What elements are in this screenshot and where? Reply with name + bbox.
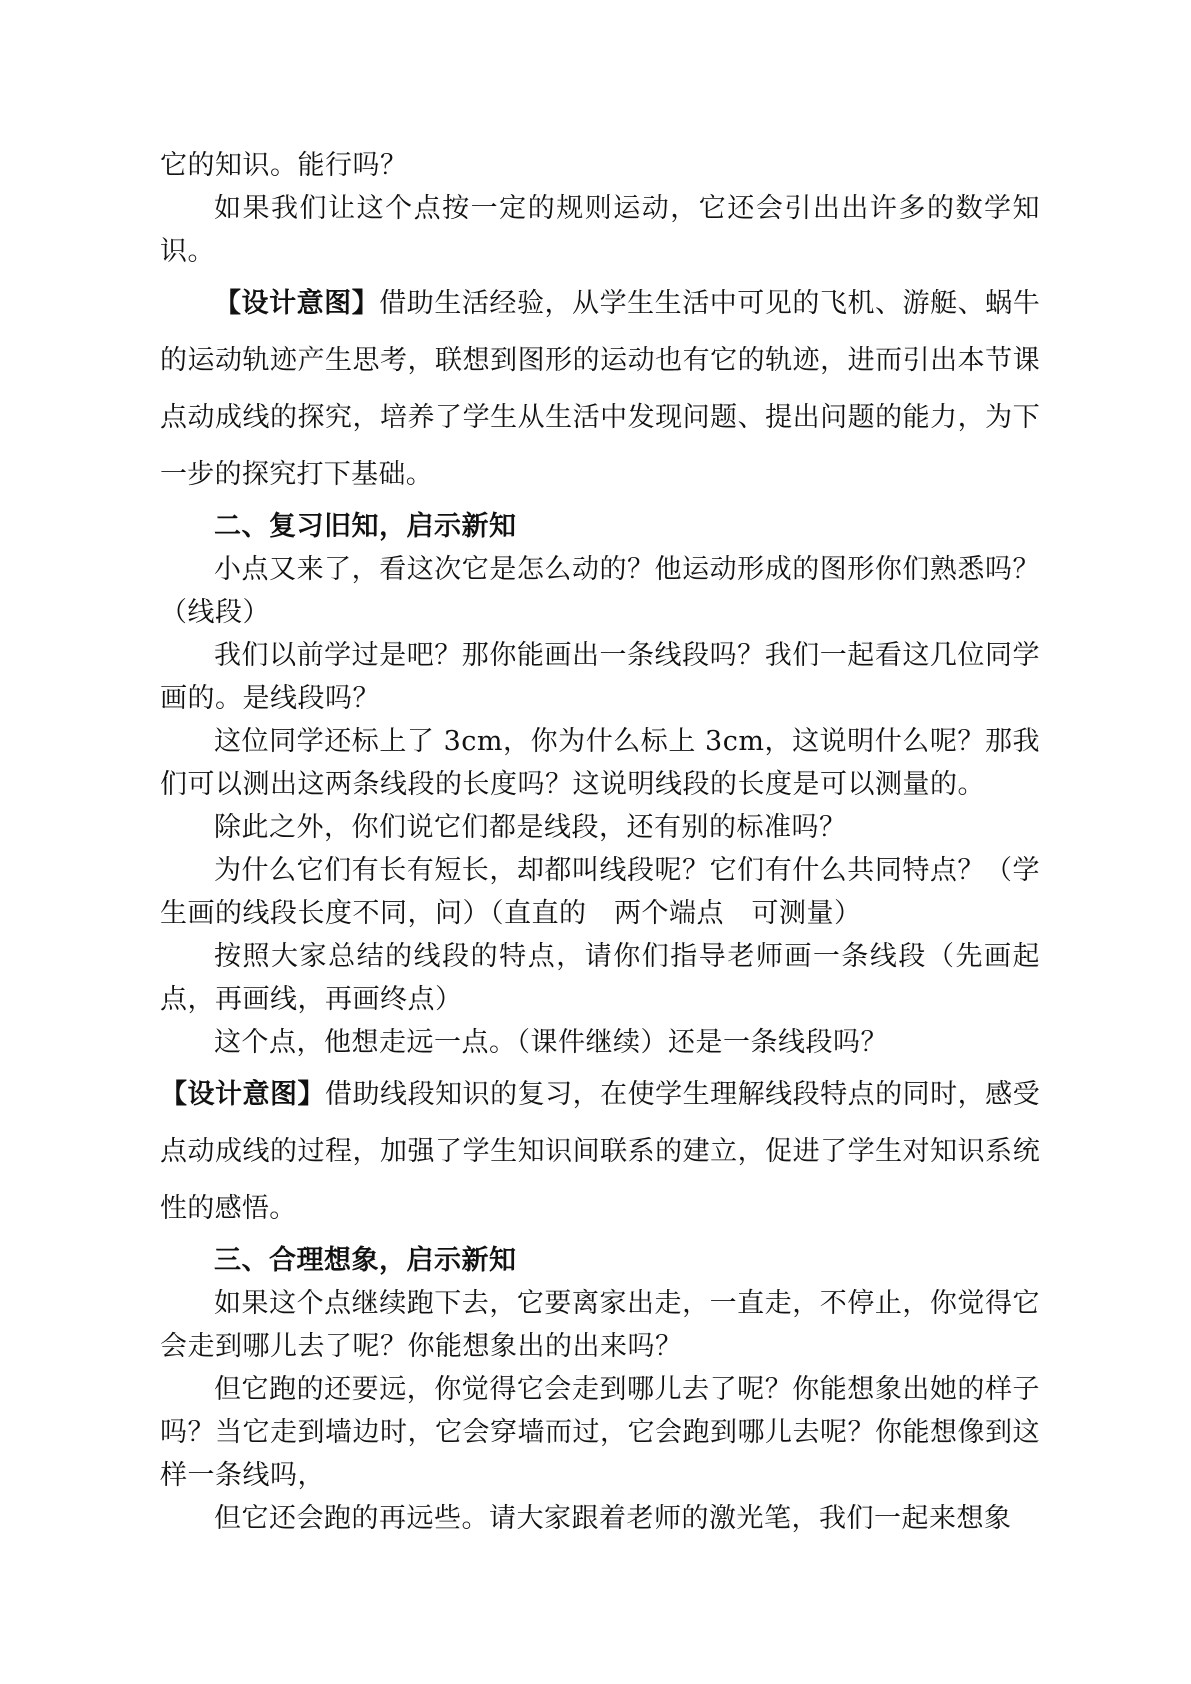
paragraph: 但它还会跑的再远些。请大家跟着老师的激光笔，我们一起来想象 — [214, 1503, 1012, 1534]
document-body — [160, 144, 1040, 1540]
paragraph: 它的知识。能行吗？ — [160, 150, 408, 181]
paragraph: 这位同学还标上了 3cm，你为什么标上 3cm，这说明什么呢？那我们可以测出这两条线段的长度吗？这说明线段的长度是可以测量的。 — [160, 726, 1040, 800]
paragraph: 如果我们让这个点按一定的规则运动，它还会引出出许多的数学知识。 — [160, 193, 1040, 267]
design-intent-tag: 【设计意图】 — [214, 288, 380, 319]
paragraph: 我们以前学过是吧？那你能画出一条线段吗？我们一起看这几位同学画的。是线段吗？ — [160, 640, 1040, 714]
design-intent-text: 借助生活经验，从学生生活中可见的飞机、游艇、蜗牛的运动轨迹产生思考，联想到图形的运动也有它的轨迹，进而引出本节课点动成线的探究，培养了学生从生活中发现问题、提出问题的能力，为下一步的探究打下基础。 — [160, 288, 1040, 490]
paragraph: 按照大家总结的线段的特点，请你们指导老师画一条线段（先画起点，再画线，再画终点） — [160, 941, 1040, 1015]
paragraph: 但它跑的还要远，你觉得它会走到哪儿去了呢？你能想象出她的样子吗？当它走到墙边时，它会穿墙而过，它会跑到哪儿去呢？你能想像到这样一条线吗， — [160, 1374, 1040, 1491]
design-intent-text: 借助线段知识的复习，在使学生理解线段特点的同时，感受点动成线的过程，加强了学生知识间联系的建立，促进了学生对知识系统性的感悟。 — [160, 1079, 1040, 1224]
design-intent-tag: 【设计意图】 — [160, 1079, 326, 1110]
paragraph: 小点又来了，看这次它是怎么动的？他运动形成的图形你们熟悉吗？（线段） — [160, 554, 1040, 628]
paragraph: 为什么它们有长有短长，却都叫线段呢？它们有什么共同特点？（学生画的线段长度不同，问）（直直的 两个端点 可测量） — [160, 855, 1040, 929]
section-heading: 三、合理想象，启示新知 — [214, 1245, 517, 1276]
paragraph: 除此之外，你们说它们都是线段，还有别的标准吗？ — [214, 812, 847, 843]
design-intent-paragraph — [160, 1066, 1040, 1237]
section-heading: 二、复习旧知，启示新知 — [214, 511, 517, 542]
paragraph: 如果这个点继续跑下去，它要离家出走，一直走，不停止，你觉得它会走到哪儿去了呢？你能想象出的出来吗？ — [160, 1288, 1040, 1362]
paragraph: 这个点，他想走远一点。（课件继续）还是一条线段吗？ — [214, 1027, 888, 1058]
design-intent-paragraph — [160, 275, 1040, 503]
